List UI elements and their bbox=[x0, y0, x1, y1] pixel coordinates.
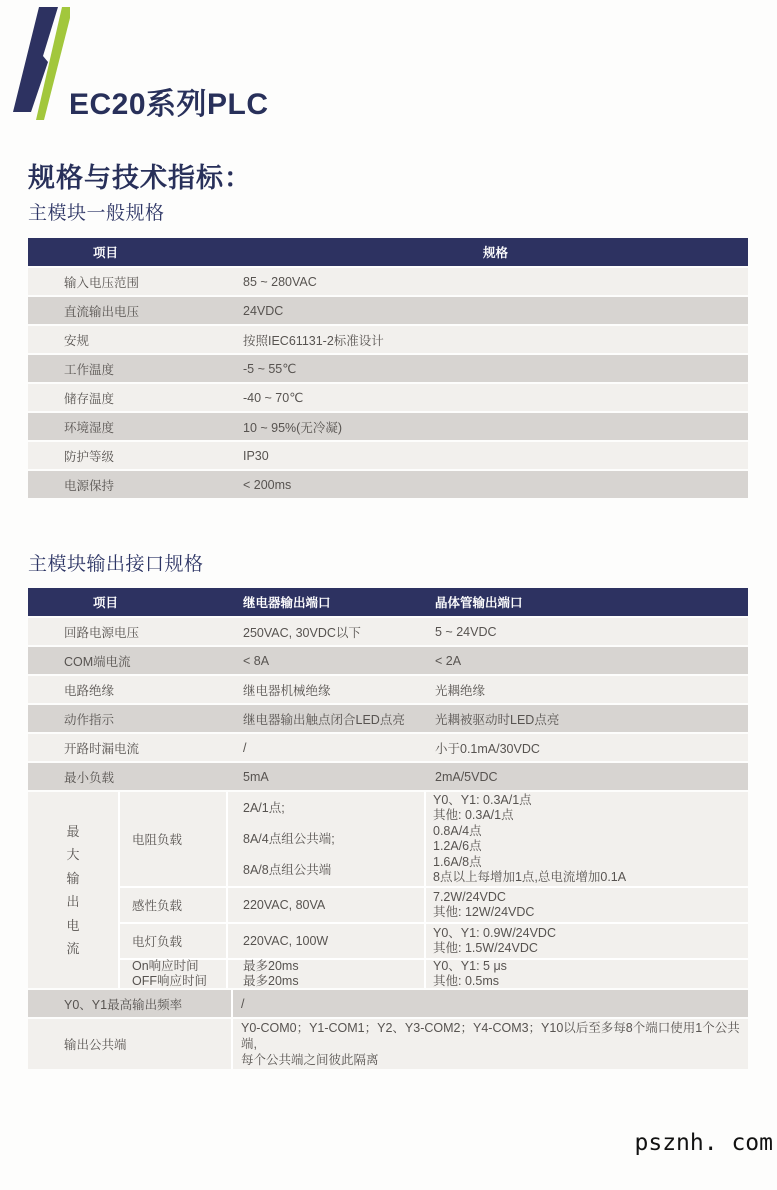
brand-title: EC20系列PLC bbox=[69, 88, 269, 121]
sub-row-resistive-load bbox=[120, 792, 748, 888]
row-label: 回路电源电压 bbox=[64, 625, 140, 640]
table-row bbox=[28, 471, 748, 498]
relay-value: 最多20ms 最多20ms bbox=[228, 960, 426, 988]
sub-row-label: 电灯负载 bbox=[120, 924, 228, 958]
row-label: 开路时漏电流 bbox=[64, 741, 140, 756]
output-interface-specs-table bbox=[28, 588, 748, 1071]
table-row bbox=[28, 384, 748, 411]
row-label-vertical: 最大输出电流 bbox=[66, 823, 80, 956]
row-label: 输出公共端 bbox=[28, 1019, 233, 1069]
row-label: 最小负载 bbox=[64, 770, 115, 785]
transistor-value: 7.2W/24VDC 其他: 12W/24VDC bbox=[433, 889, 535, 919]
row-label: 工作温度 bbox=[64, 362, 115, 377]
row-label: 直流输出电压 bbox=[64, 304, 140, 319]
sub-row-inductive-load bbox=[120, 888, 748, 924]
sub-row-label: 电阻负载 bbox=[120, 792, 228, 886]
transistor-value: < 2A bbox=[435, 653, 462, 668]
relay-value: 5mA bbox=[243, 769, 269, 784]
row-label: 输入电压范围 bbox=[64, 275, 140, 290]
relay-value: 2A/1点; 8A/4点组公共端; 8A/8点组公共端 bbox=[228, 792, 426, 886]
table-row-max-frequency bbox=[28, 990, 748, 1017]
relay-value: 220VAC, 100W bbox=[228, 924, 426, 958]
table-row bbox=[28, 326, 748, 353]
max-output-current-subrows bbox=[120, 792, 748, 988]
column-header-item: 项目 bbox=[93, 596, 119, 610]
row-value: -5 ~ 55℃ bbox=[243, 362, 297, 376]
row-label: COM端电流 bbox=[64, 654, 131, 669]
row-value: / bbox=[241, 996, 245, 1011]
transistor-value: Y0、Y1: 0.3A/1点 其他: 0.3A/1点 0.8A/4点 1.2A/6点 1.6A/8点 8点以上每增加1点,总电流增加0.1A bbox=[433, 792, 627, 884]
relay-value: < 8A bbox=[243, 653, 270, 668]
table-row bbox=[28, 355, 748, 382]
row-label: 电路绝缘 bbox=[64, 683, 115, 698]
max-output-current-block bbox=[28, 792, 748, 988]
column-header-transistor: 晶体管输出端口 bbox=[435, 596, 523, 610]
section-title-general-specs: 主模块一般规格 bbox=[28, 203, 165, 224]
relay-value: 继电器机械绝缘 bbox=[243, 683, 331, 698]
row-value: IP30 bbox=[243, 448, 269, 463]
table-row bbox=[28, 297, 748, 324]
row-label: 动作指示 bbox=[64, 712, 115, 727]
transistor-value: 小于0.1mA/30VDC bbox=[435, 741, 540, 756]
general-specs-table bbox=[28, 238, 748, 500]
column-header-relay: 继电器输出端口 bbox=[243, 596, 331, 610]
sub-row-label: On响应时间 OFF响应时间 bbox=[120, 960, 228, 988]
relay-value: / bbox=[243, 740, 247, 755]
table-row bbox=[28, 763, 748, 790]
sub-row-response-time bbox=[120, 960, 748, 988]
row-value: 24VDC bbox=[243, 303, 284, 318]
table-row bbox=[28, 705, 748, 732]
table-header-row bbox=[28, 238, 748, 266]
relay-value: 250VAC, 30VDC以下 bbox=[243, 625, 361, 640]
table-row bbox=[28, 734, 748, 761]
table-row-output-common bbox=[28, 1019, 748, 1069]
transistor-value: 光耦绝缘 bbox=[435, 683, 486, 698]
column-header-item: 项目 bbox=[93, 246, 119, 260]
merged-row-label-cell bbox=[28, 792, 120, 988]
section-title-output-interface-specs: 主模块输出接口规格 bbox=[28, 554, 204, 575]
row-value: < 200ms bbox=[243, 477, 292, 492]
row-label: 安规 bbox=[64, 333, 90, 348]
relay-value: 继电器输出触点闭合LED点亮 bbox=[243, 712, 405, 727]
transistor-value: 光耦被驱动时LED点亮 bbox=[435, 712, 560, 727]
row-value: 85 ~ 280VAC bbox=[243, 274, 317, 289]
sub-row-lamp-load bbox=[120, 924, 748, 960]
transistor-value: Y0、Y1: 0.9W/24VDC 其他: 1.5W/24VDC bbox=[433, 925, 556, 955]
column-header-spec: 规格 bbox=[482, 246, 508, 260]
row-label: 储存温度 bbox=[64, 391, 115, 406]
transistor-value: 2mA/5VDC bbox=[435, 769, 498, 784]
table-row bbox=[28, 442, 748, 469]
transistor-value: 5 ~ 24VDC bbox=[435, 624, 497, 639]
row-label: 环境湿度 bbox=[64, 420, 115, 435]
row-label: 防护等级 bbox=[64, 449, 115, 464]
row-value: -40 ~ 70℃ bbox=[243, 391, 304, 405]
table-row bbox=[28, 618, 748, 645]
row-label: 电源保持 bbox=[64, 478, 115, 493]
table-row bbox=[28, 647, 748, 674]
relay-value: 220VAC, 80VA bbox=[228, 888, 426, 922]
row-label: Y0、Y1最高输出频率 bbox=[28, 990, 233, 1017]
table-row bbox=[28, 413, 748, 440]
table-row bbox=[28, 268, 748, 295]
page-title: 规格与技术指标： bbox=[28, 163, 252, 193]
watermark-text: psznh. com bbox=[634, 1130, 773, 1156]
table-row bbox=[28, 676, 748, 703]
row-value: 10 ~ 95%(无冷凝) bbox=[243, 420, 342, 435]
row-value: 按照IEC61131-2标准设计 bbox=[243, 333, 384, 348]
table-header-row bbox=[28, 588, 748, 616]
transistor-value: Y0、Y1: 5 μs 其他: 0.5ms bbox=[433, 959, 507, 988]
row-value: Y0-COM0；Y1-COM1；Y2、Y3-COM2；Y4-COM3；Y10以后至多每8个端口使用1个公共端, 每个公共端之间彼此隔离 bbox=[241, 1021, 740, 1067]
sub-row-label: 感性负载 bbox=[120, 888, 228, 922]
lightning-bolt-icon bbox=[12, 6, 70, 120]
